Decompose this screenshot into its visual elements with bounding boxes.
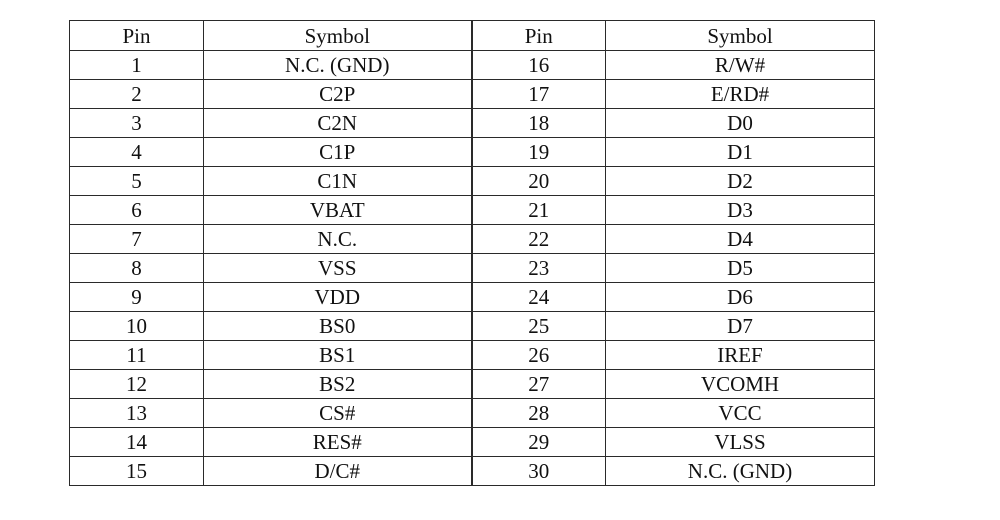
pin-symbol-cell: BS0 [204,312,472,341]
table-row [70,254,875,283]
pin-table [69,20,875,486]
pin-number-cell: 13 [70,399,204,428]
pin-table-header [70,21,875,51]
pin-number-cell: 28 [472,399,606,428]
table-row [70,428,875,457]
table-row [70,167,875,196]
pin-symbol-cell: R/W# [606,51,875,80]
pin-number-cell: 9 [70,283,204,312]
pin-number-cell: 11 [70,341,204,370]
table-row [70,109,875,138]
pin-number-cell: 23 [472,254,606,283]
pin-symbol-cell: D7 [606,312,875,341]
pin-number-cell: 7 [70,225,204,254]
pin-number-cell: 26 [472,341,606,370]
table-row [70,457,875,486]
pin-number-cell: 12 [70,370,204,399]
pin-symbol-cell: D0 [606,109,875,138]
pin-symbol-cell: N.C. (GND) [606,457,875,486]
pin-number-cell: 24 [472,283,606,312]
pin-symbol-cell: CS# [204,399,472,428]
pin-number-cell: 2 [70,80,204,109]
pin-symbol-cell: D/C# [204,457,472,486]
pin-symbol-cell: VCOMH [606,370,875,399]
table-row [70,51,875,80]
table-row [70,80,875,109]
table-row [70,341,875,370]
pin-number-cell: 16 [472,51,606,80]
pin-number-cell: 29 [472,428,606,457]
pin-symbol-cell: N.C. [204,225,472,254]
pin-symbol-cell: E/RD# [606,80,875,109]
pin-number-cell: 20 [472,167,606,196]
header-row [70,21,875,51]
pin-symbol-cell: VSS [204,254,472,283]
header-symbol-right: Symbol [606,21,875,51]
table-row [70,283,875,312]
pin-symbol-cell: D4 [606,225,875,254]
table-row [70,225,875,254]
pin-symbol-cell: D2 [606,167,875,196]
pin-symbol-cell: D3 [606,196,875,225]
header-symbol-left: Symbol [204,21,472,51]
pin-number-cell: 6 [70,196,204,225]
pin-number-cell: 1 [70,51,204,80]
pin-symbol-cell: VBAT [204,196,472,225]
pin-number-cell: 21 [472,196,606,225]
pin-number-cell: 3 [70,109,204,138]
table-row [70,196,875,225]
pin-symbol-cell: D6 [606,283,875,312]
pin-number-cell: 8 [70,254,204,283]
table-row [70,399,875,428]
pin-symbol-cell: C1P [204,138,472,167]
pin-number-cell: 4 [70,138,204,167]
pin-symbol-cell: C1N [204,167,472,196]
pin-symbol-cell: IREF [606,341,875,370]
pin-symbol-cell: D1 [606,138,875,167]
pin-number-cell: 19 [472,138,606,167]
pin-symbol-cell: VLSS [606,428,875,457]
pin-number-cell: 17 [472,80,606,109]
header-pin-left: Pin [70,21,204,51]
pin-symbol-cell: N.C. (GND) [204,51,472,80]
pin-number-cell: 5 [70,167,204,196]
pin-number-cell: 10 [70,312,204,341]
header-pin-right: Pin [472,21,606,51]
pin-symbol-cell: C2P [204,80,472,109]
pin-symbol-cell: VDD [204,283,472,312]
table-row [70,138,875,167]
pin-table-body [70,51,875,486]
pin-symbol-cell: BS1 [204,341,472,370]
pin-number-cell: 15 [70,457,204,486]
pin-number-cell: 18 [472,109,606,138]
pin-symbol-cell: BS2 [204,370,472,399]
pin-symbol-cell: C2N [204,109,472,138]
table-row [70,370,875,399]
table-row [70,312,875,341]
pin-number-cell: 25 [472,312,606,341]
pin-symbol-cell: RES# [204,428,472,457]
pin-number-cell: 27 [472,370,606,399]
pin-symbol-cell: VCC [606,399,875,428]
pin-number-cell: 30 [472,457,606,486]
pin-number-cell: 14 [70,428,204,457]
pin-symbol-cell: D5 [606,254,875,283]
pin-number-cell: 22 [472,225,606,254]
